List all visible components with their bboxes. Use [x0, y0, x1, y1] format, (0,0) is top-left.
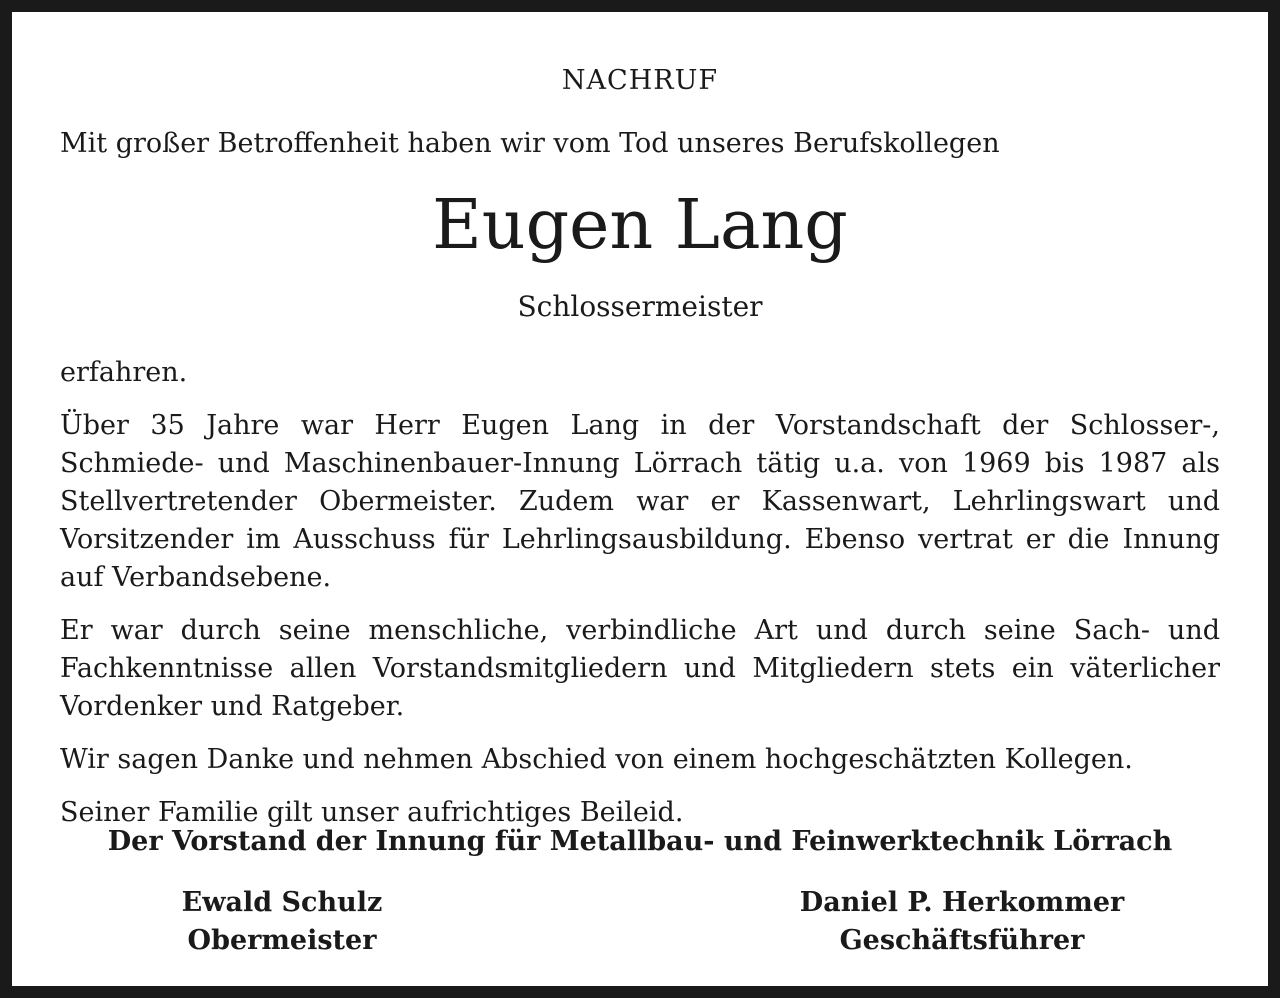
intro-text: Mit großer Betroffenheit haben wir vom Tod unseres Berufskollegen [60, 128, 1000, 159]
notice-body [60, 354, 1220, 847]
signatory-name: Daniel P. Herkommer [799, 887, 1125, 918]
signatory-role: Geschäftsführer [839, 925, 1085, 956]
deceased-name: Eugen Lang [432, 186, 848, 265]
notice-heading: NACHRUF [561, 65, 719, 96]
signatory-name: Ewald Schulz [181, 887, 383, 918]
paragraph-erfahren: erfahren. [60, 357, 188, 388]
signatory-role: Obermeister [187, 925, 377, 956]
organization-name: Der Vorstand der Innung für Metallbau- und Feinwerktechnik Lörrach [107, 826, 1173, 857]
paragraph-thanks: Wir sagen Danke und nehmen Abschied von einem hochgeschätzten Kollegen. [60, 744, 1133, 775]
deceased-title: Schlossermeister [517, 290, 763, 323]
paragraph-character: Er war durch seine menschliche, verbindliche Art und durch seine Sach- und Fachkenntnisse allen Vorstandsmitgliedern und Mitgliedern stets ein väterlicher Vordenker und Ratgeber. [60, 615, 1220, 722]
signatory-right [772, 884, 1152, 960]
paragraph-condolence: Seiner Familie gilt unser aufrichtiges Beileid. [60, 797, 684, 828]
signatory-left [152, 884, 412, 960]
paragraph-career: Über 35 Jahre war Herr Eugen Lang in der Vorstandschaft der Schlosser-, Schmiede- und Maschinenbauer-Innung Lörrach tätig u.a. von 1969 bis 1987 als Stellvertretender Obermeister. Zudem war er Kassenwart, Lehrlingswart und Vorsitzender im Ausschuss für Lehrlingsausbildung. Ebenso vertrat er die Innung auf Verbandsebene. [60, 410, 1220, 593]
